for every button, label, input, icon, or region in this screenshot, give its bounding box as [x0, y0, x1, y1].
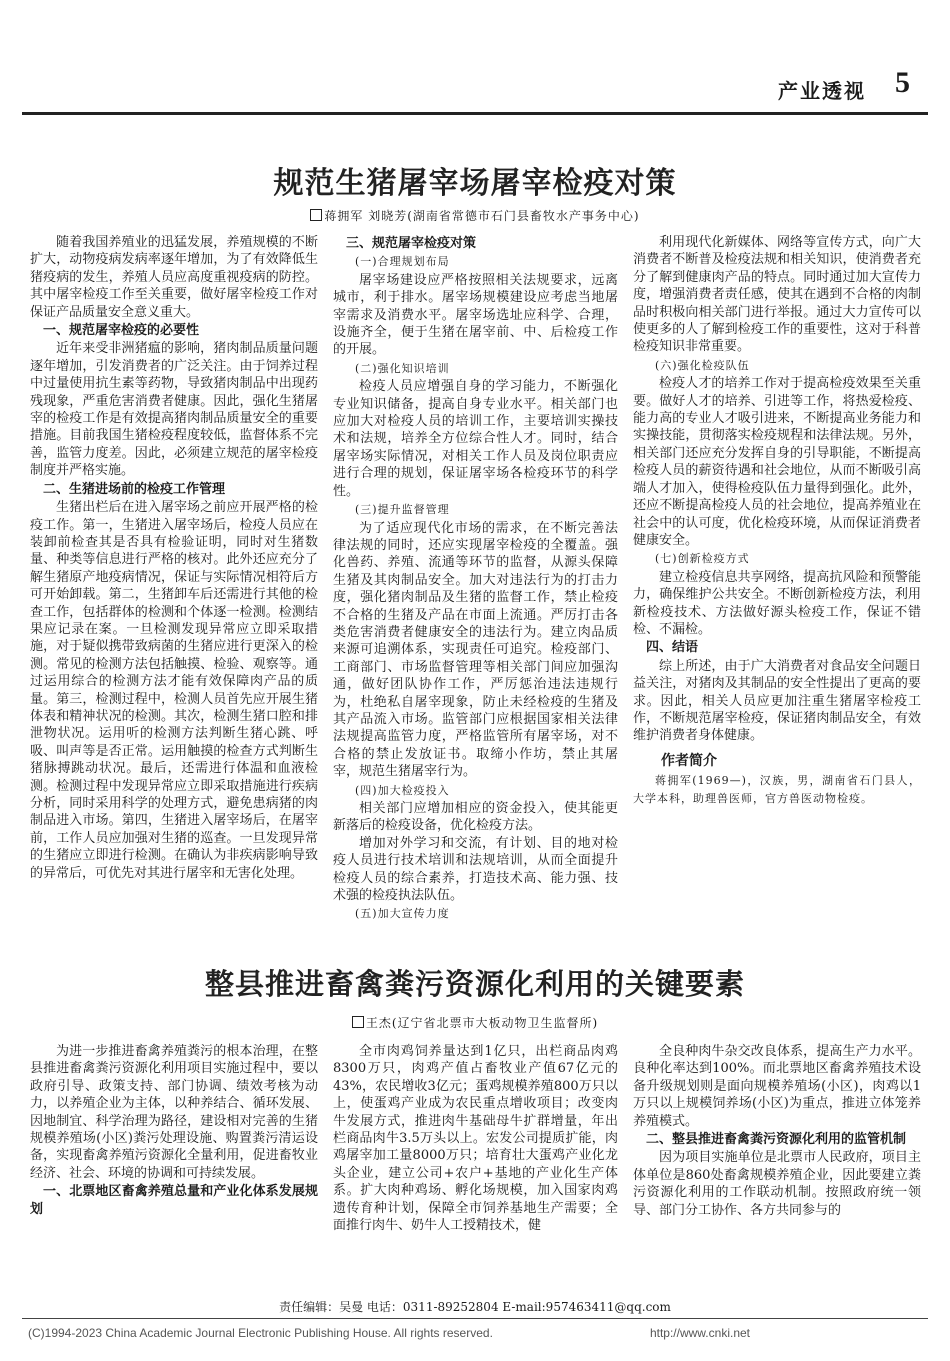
subsection-heading: (六)强化检疫队伍: [655, 358, 750, 372]
section-heading: 二、生猪进场前的检疫工作管理: [43, 481, 226, 497]
article2-column-2: [333, 1043, 618, 1234]
subsection-heading: (七)创新检疫方式: [655, 552, 750, 566]
footer-editor: 责任编辑：吴曼 电话：0311-89252804 E-mail:957463411@qq.com: [279, 1300, 671, 1314]
section-heading: 三、规范屠宰检疫对策: [346, 236, 477, 251]
paragraph: 为了适应现代化市场的需求，在不断完善法律法规的同时，还应实现屠宰检疫的全覆盖。强化兽药、养殖、流通等环节的监督，从源头保障生猪及其肉制品安全。加大对违法行为的打击力度，强化猪肉制品及生猪的监督工作，禁止检疫不合格的生猪及产品在市面上流通。严厉打击各类危害消费者健康安全的违法行为。建立肉品质来源可追溯体系，实现责任可追究。检疫部门、工商部门、市场监督管理等相关部门间应加强沟通，做好团队协作工作，严厉惩治违法违规行为，杜绝私自屠宰现象，防止未经检疫的生猪及其产品流入市场。监管部门应根据国家相关法律法规提高监管力度，严格监管所有屠宰场，对不合格的禁止发放证书。取缔小作坊，禁止其屠宰，规范生猪屠宰行为。: [333, 520, 618, 780]
paragraph: 近年来受非洲猪瘟的影响，猪肉制品质量问题逐年增加，引发消费者的广泛关注。由于饲养过程中过量使用抗生素等药物，导致猪肉制品中出现药残现象，严重危害消费者健康。因此，强化生猪屠宰的检疫工作是有效提高猪肉制品质量安全的重要措施。目前我国生猪检疫程度较低，监督体系不完善，监管力度差。因此，必须建立规范的屠宰检疫制度并严格实施。: [30, 341, 318, 479]
section-name: 产业透视: [778, 79, 866, 103]
author-bio-heading: 作者简介: [661, 752, 717, 769]
page-number: 5: [895, 66, 910, 99]
paragraph: 为进一步推进畜禽养殖粪污的根本治理，在整县推进畜禽粪污资源化利用项目实施过程中，要以政府引导、政策支持、部门协调、绩效考核为动力，以养殖企业为主体，以种养结合、循环发展、因地制宜、科学治理为路径，建设相对完善的生猪规模养殖场(小区)粪污处理设施、购置粪污清运设备，实现畜禽养殖污资源化全量利用，促进畜牧业经济、社会、环境的协调和可持续发展。: [30, 1044, 318, 1181]
section-heading: 一、北票地区畜禽养殖总量和产业化体系发展规划: [30, 1184, 318, 1217]
article1-column-1: [30, 234, 318, 882]
article2-column-3: [633, 1043, 921, 1219]
paragraph: 全市肉鸡饲养量达到1亿只，出栏商品肉鸡8300万只，肉鸡产值占畜牧业产值67亿元的43%，农民增收3亿元；蛋鸡规模养殖800万只以上，使蛋鸡产业成为农民重点增收项目；改变肉牛发展方式，推进肉牛基础母牛扩群增量，年出栏商品肉牛3.5万头以上。宏发公司提质扩能，肉鸡屠宰加工量8000万只；培育壮大蛋鸡产业化龙头企业，建立公司+农户+基地的产业化生产体系。扩大肉种鸡场、孵化场规模，加入国家肉鸡遗传育种计划，保障全市饲养基地生产需要；全面推行肉牛、奶牛人工授精技术，健: [333, 1044, 618, 1234]
subsection-heading: (四)加大检疫投入: [355, 783, 450, 797]
article1-title: 规范生猪屠宰场屠宰检疫对策: [273, 166, 677, 201]
subsection-heading: (二)强化知识培训: [355, 361, 450, 375]
section-heading: 一、规范屠宰检疫的必要性: [43, 323, 200, 339]
article2-column-1: [30, 1043, 318, 1219]
header-rule: [22, 112, 928, 115]
section-heading: 二、整县推进畜禽粪污资源化利用的监管机制: [646, 1132, 907, 1148]
article2-byline-text: 王杰(辽宁省北票市大板动物卫生监督所): [365, 1016, 599, 1030]
author-bio: 蒋拥军(1969—)，汉族，男，湖南省石门县人，大学本科，助理兽医师，官方兽医动物检疫。: [633, 774, 921, 805]
square-icon: [310, 209, 322, 221]
paragraph: 综上所述，由于广大消费者对食品安全问题日益关注，对猪肉及其制品的安全性提出了更高的要求。因此，相关人员应更加注重生猪屠宰检疫工作，不断规范屠宰检疫，保证猪肉制品安全，有效维护消费者身体健康。: [633, 658, 921, 744]
subsection-heading: (五)加大宣传力度: [355, 907, 450, 921]
cnki-link[interactable]: http://www.cnki.net: [649, 1326, 750, 1340]
paragraph: 建立检疫信息共享网络，提高抗风险和预警能力，确保维护公共安全。不断创新检疫方法，利用新检疫技术、方法做好源头检疫工作，保证不错检、不漏检。: [633, 569, 921, 637]
article2-title: 整县推进畜禽粪污资源化利用的关键要素: [204, 967, 745, 1001]
paragraph: 检疫人才的培养工作对于提高检疫效果至关重要。做好人才的培养、引进等工作，将热爱检疫、能力高的专业人才吸引进来，不断提高业务能力和实操技能，贯彻落实检疫规程和法律法规。另外，相关部门还应充分发挥自身的引导职能，不断提高检疫人员的薪资待遇和社会地位，从而不断吸引高端人才加入，使得检疫队伍力量得到强化。此外，还应不断提高检疫人员的社会地位，提高养殖业在社会中的认可度，优化检疫环境，从而保证消费者健康安全。: [633, 376, 921, 548]
article1-byline: [0, 207, 950, 224]
paragraph: 全良种肉牛杂交改良体系，提高生产力水平。良种化率达到100%。而北票地区畜禽养殖技术设备升级规划则是面向规模养殖场(小区)，肉鸡以1万只以上规模饲养场(小区)为重点，推进立体笼养养殖模式。: [633, 1044, 921, 1129]
paragraph: 屠宰场建设应严格按照相关法规要求，远离城市，利于排水。屠宰场规模建设应考虑当地屠宰需求及消费水平。屠宰场选址应科学、合理，设施齐全，便于生猪在屠宰前、中、后检疫工作的开展。: [333, 272, 618, 358]
section-heading: 四、结语: [646, 640, 699, 656]
paragraph: 因为项目实施单位是北票市人民政府，项目主体单位是860处畜禽规模养殖企业，因此要建立粪污资源化利用的工作联动机制。按照政府统一领导、部门分工协作、各方共同参与的: [633, 1150, 921, 1218]
article1-byline-text: 蒋拥军 刘晓芳(湖南省常德市石门县畜牧水产事务中心): [324, 209, 640, 223]
footer-rule: [22, 1318, 928, 1319]
article1-column-3: [633, 234, 921, 807]
paragraph: 随着我国养殖业的迅猛发展，养殖规模的不断扩大，动物疫病发病率逐年增加，为了有效降低生猪疫病的发生，养殖人员应高度重视疫病的防控。其中屠宰检疫工作至关重要，做好屠宰检疫工作对保证产品质量安全意义重大。: [30, 235, 318, 320]
article2-byline: [0, 1014, 950, 1031]
subsection-heading: (一)合理规划布局: [355, 255, 450, 269]
square-icon: [352, 1016, 364, 1028]
copyright-notice: (C)1994-2023 China Academic Journal Electronic Publishing House. All rights reserved.: [28, 1326, 493, 1340]
article1-column-2: [333, 234, 618, 924]
paragraph: 检疫人员应增强自身的学习能力，不断强化专业知识储备，提高自身专业水平。相关部门也应加大对检疫人员的培训工作，主要培训实操技术和法规，培养全方位综合性人才。同时，结合屠宰场实际情况，对相关工作人员及岗位职责应进行合理的规划，保证屠宰场各检疫环节的科学性。: [333, 379, 618, 499]
paragraph: 生猪出栏后在进入屠宰场之前应开展严格的检疫工作。第一，生猪进入屠宰场后，检疫人员应在装卸前检查其是否具有检验证明，同时对生猪数量、种类等信息进行严格的核对。此外还应充分了解生猪原产地疫病情况，保证与实际情况相符后方可开始卸载。第二，生猪卸车后还需进行其他的检查工作，包括群体的检测和个体逐一检测。检测结果应记录在案。一旦检测发现异常应立即采取措施，对于疑似携带致病菌的生猪应进行更深入的检测。常见的检测方法包括触摸、检验、观察等。通过运用综合的检测方法才能有效保障肉产品的质量。第三，检测过程中，检测人员首先应开展生猪体表和精神状况的检测。其次，检测生猪口腔和排泄物状况。运用听的检测方法判断生猪心跳、呼吸、叫声等是否正常。运用触摸的检查方式判断生猪脉搏跳动状况。最后，还需进行体温和血液检测。检测过程中发现异常应立即采取措施进行疾病分析，同时采用科学的处理方式，避免患病猪的肉制品进入市场。第四，生猪进入屠宰场后，在屠宰前，工作人员应加强对生猪的巡查。一旦发现异常的生猪应立即进行检测。在确认为非疾病影响导致的异常后，可优先对其进行屠宰和无害化处理。: [30, 500, 318, 881]
paragraph: 利用现代化新媒体、网络等宣传方式，向广大消费者不断普及检疫法规和相关知识，使消费者充分了解到健康肉产品的特点。同时通过加大宣传力度，增强消费者责任感，使其在遇到不合格的肉制品时积极向相关部门进行举报。通过大力宣传可以使更多的人了解到检疫工作的重要性，这对于科普检疫知识非常重要。: [633, 235, 921, 355]
paragraph: 增加对外学习和交流，有计划、目的地对检疫人员进行技术培训和法规培训，从而全面提升检疫人员的综合素养，打造技术高、能力强、技术强的检疫执法队伍。: [333, 835, 618, 904]
paragraph: 相关部门应增加相应的资金投入，使其能更新落后的检疫设备，优化检疫方法。: [333, 801, 618, 834]
subsection-heading: (三)提升监督管理: [355, 503, 450, 517]
